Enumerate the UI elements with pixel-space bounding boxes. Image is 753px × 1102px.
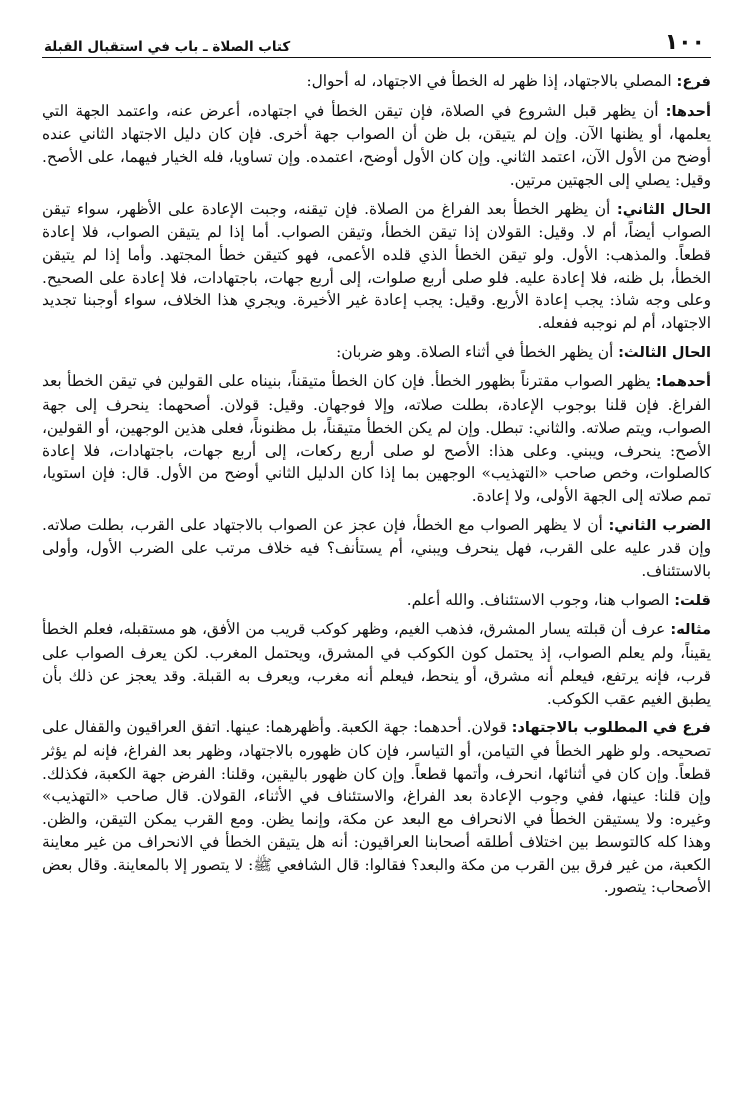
paragraph-text: أن لا يظهر الصواب مع الخطأ، فإن عجز عن الصواب بالاجتهاد على القرب، بطلت صلاته. وإن قدر عليه على القرب، فهل ينحرف ويبني، أم يستأنف؟ فيه خلاف مرتب على الضرب الأول، وأولى بالاستئناف. <box>42 515 711 581</box>
running-head: كتاب الصلاة ـ باب في استقبال القبلة <box>44 38 291 55</box>
page-header <box>42 24 711 58</box>
paragraph-heading: الحال الثاني: <box>616 200 711 218</box>
paragraph-heading: أحدهما: <box>655 373 711 391</box>
paragraph-heading: قلت: <box>674 591 711 609</box>
paragraph-heading: الحال الثالث: <box>618 343 711 361</box>
paragraph-heading: أحدها: <box>665 102 711 120</box>
paragraph-heading: فرع: <box>676 73 711 90</box>
paragraph-second-case <box>42 198 711 335</box>
paragraph-heading: الضرب الثاني: <box>608 516 712 534</box>
page-number: ١٠٠ <box>664 30 705 55</box>
paragraph-qultu <box>42 589 711 613</box>
paragraph-heading: فرع في المطلوب بالاجتهاد: <box>511 719 711 737</box>
paragraph-second-type <box>42 514 711 583</box>
paragraph-text: أن يظهر الخطأ في أثناء الصلاة. وهو ضربان: <box>336 342 619 361</box>
paragraph-first-type <box>42 370 711 507</box>
paragraph-text: أن يظهر الخطأ بعد الفراغ من الصلاة. فإن تيقنه، وجبت الإعادة على الأظهر، سواء تيقن الصواب أيضاً، أم لا. وقيل: القولان إذا تيقن الخطأ، وتيقن الصواب. أما إذا لم يتيقن الصواب، فلا إعادة قطعاً. والمذهب: الأول. ولو تيقن الخطأ الذي قلده الأعمى، فهو كتيقن خطأ المجتهد. وأما إذا لم يتيقن الخطأ، بل ظنه، فلا إعادة عليه. فلو صلى أربع صلوات، إلى أربع جهات، باجتهادات، فلا إعادة على الصحيح. وعلى وجه شاذ: يجب إعادة الأربع. وقيل: يجب إعادة غير الأخيرة. ويجري هذا الخلاف، سواء أوجبنا تجديد الاجتهاد، أم لم نوجبه ففعله. <box>42 199 711 333</box>
paragraph-far-ijtihad <box>42 716 711 899</box>
paragraph-heading: مثاله: <box>670 621 711 639</box>
paragraph-text: يظهر الصواب مقترناً بظهور الخطأ. فإن كان الخطأ متيقناً، بنيناه على القولين في تيقن الخطأ بعد الفراغ. فإن قلنا بوجوب الإعادة، بطلت صلاته، وإلا فوجهان. وقيل: قولان. أصحهما: ينحرف إلى جهة الصواب، ويتم صلاته. والثاني: تبطل. وإن لم يكن الخطأ متيقناً، بل مظنوناً، فعلى هذين الوجهين، أو القولين، الأصح: ينحرف، ويبني. وعلى هذا: الأصح لو صلى أربع ركعات، إلى أربع جهات، باجتهادات، فلا إعادة كالصلوات، وخص صاحب «التهذيب» الوجهين بما إذا كان الدليل الثاني أوضح من الأول. قال: فإن استويا، تمم صلاته إلى الجهة الأولى، ولا إعادة. <box>42 372 711 505</box>
paragraph-example <box>42 618 711 710</box>
paragraph-text: عرف أن قبلته يسار المشرق، فذهب الغيم، وظهر كوكب قريب من الأفق، هو مستقبله، فعلم الخطأ يقيناً، ولم يعلم الصواب، إذ يحتمل كون الكوكب في المشرق، ويحتمل المغرب. لكن يعرف الصواب على قرب، فإنه يرتفع، فيعلم أنه مشرق، أو ينحط، فيعلم أنه مغرب، ويعرف به القبلة. وقد يعجز عن ذلك بأن يطبق الغيم عقب الكوكب. <box>42 620 711 708</box>
book-page <box>42 24 711 1090</box>
paragraph-third-case <box>42 341 711 365</box>
paragraph-ahaduha <box>42 100 711 192</box>
paragraph-text: المصلي بالاجتهاد، إذا ظهر له الخطأ في الاجتهاد، له أحوال: <box>306 72 677 90</box>
paragraph-text: قولان. أحدهما: جهة الكعبة. وأظهرهما: عينها. اتفق العراقيون والقفال على تصحيحه. ولو ظهر الخطأ في التيامن، أو التياسر، فإن كان ظهوره بالاجتهاد، وظهر بعد الفراغ، فإنه لم يؤثر قطعاً. وإن كان في أثنائها، انحرف، وأتمها قطعاً. وإن كان ظهور باليقين، وقلنا: الفرض جهة الكعبة، فكذلك. وإن قلنا: عينها، ففي وجوب الإعادة بعد الفراغ، والاستئناف في الأثناء، القولان. قال صاحب «التهذيب» وغيره: ولا يستيقن الخطأ في الانحراف مع البعد عن مكة، وإنما يظن. ومع القرب يمكن التيقن، والظن. وهذا كله كالتوسط بين اختلاف أطلقه أصحابنا العراقيون: أنه هل يتيقن الخطأ في الانحراف من غير معاينة الكعبة، من غير فرق بين القرب من مكة والبعد؟ فقالوا: قال الشافعي ﷺ: لا يتصور إلا بالمعاينة. وقال بعض الأصحاب: يتصور. <box>42 718 711 897</box>
paragraph-far-intro <box>42 70 711 94</box>
paragraph-text: أن يظهر قبل الشروع في الصلاة، فإن تيقن الخطأ في اجتهاده، أعرض عنه، واعتمد الجهة التي يعلمها، أو يظنها الآن. وإن لم يتيقن، بل ظن أن الصواب جهة أخرى. فإن كان دليل الاجتهاد الثاني عنده أوضح من الأول الآن، اعتمد الثاني. وإن كان الأول أوضح، اعتمده. وإن تساويا، فله الخيار فيهما، على الأصح. وقيل: يصلي إلى الجهتين مرتين. <box>42 101 711 189</box>
paragraph-text: الصواب هنا، وجوب الاستئناف. والله أعلم. <box>406 590 675 609</box>
body-text <box>42 70 711 899</box>
